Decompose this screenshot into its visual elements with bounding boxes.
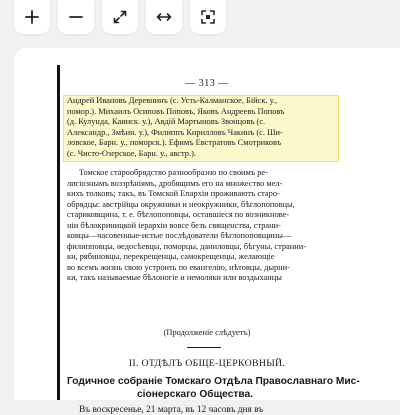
document-viewer[interactable]: [14, 48, 400, 415]
text-line: Томское старообрядство разнообразно по своимъ ре-: [79, 168, 268, 177]
expand-diagonal-icon: [111, 8, 129, 26]
text-line: ки, такъ называемые бѣлоногіе и немоляки или воздыханцы: [67, 273, 282, 282]
scan-button[interactable]: [190, 0, 226, 34]
scanned-page: [57, 65, 360, 415]
text-line: ки, рябиновцы, перекрещенцы, самокрещенцы, желающіе: [67, 252, 275, 261]
text-line: Андрей Ивановъ Деревнинъ (с. Усть-Калманское, Бійск. у.,: [67, 96, 278, 105]
plus-icon: [23, 8, 41, 26]
text-line: (д. Кулунда, Каинск. у.), Авдій Мартыновъ Звонцовъ (с.: [67, 117, 266, 126]
heading-line: Годичное собраніе Томскаго Отдѣла Православнаго Мис-: [67, 376, 360, 387]
heading-line: сіонерскаго Общества.: [137, 388, 253, 400]
text-line: стариковщина, т. е. бѣглопоповцы, оставшіеся по возникнове-: [67, 210, 290, 219]
focus-brackets-icon: [199, 8, 217, 26]
text-line: обрядцы: австрійцы окружники и неокружники, бѣглопоповцы,: [67, 199, 295, 209]
text-line: лигіознымъ воззрѣніямъ, дробящимъ его на множество мел-: [67, 178, 283, 188]
zoom-out-button[interactable]: [58, 0, 94, 34]
text-line: во всемъ жизнь свою устроить по евангелію, нѣтовцы, дырни-: [67, 262, 290, 272]
section-title: II. ОТДѢЛЪ ОБЩЕ-ЦЕРКОВНЫЙ.: [128, 358, 286, 369]
viewer-toolbar: [14, 0, 226, 36]
arrows-horizontal-icon: [155, 8, 173, 26]
article-heading: [67, 376, 360, 401]
text-line: ковцы—часовенные-истые послѣдователи бѣглопоповщины—: [67, 231, 292, 240]
text-line: (с. Чисто-Озерское, Барн. у., австр.).: [67, 148, 196, 158]
page-number: — 313 —: [185, 78, 229, 89]
intro-paragraph: [67, 96, 337, 159]
text-line: ловское, Барн. у., поморск.). Ефимъ Евстратовъ Смотриковъ: [67, 138, 282, 147]
text-line: Александр., Змѣин. у.), Филиппъ Кирилловъ Чакинъ (с. Ши-: [67, 127, 283, 137]
section-divider: [187, 347, 221, 348]
text-line: филипповцы, ѳедосѣевцы, поморцы, даниловцы, бѣгуны, странни-: [67, 241, 307, 251]
minus-icon: [67, 8, 85, 26]
text-line: ніи бѣлокриницкой іерархіи вовсе безъ священства, страни-: [67, 220, 281, 230]
page-margin-rule: [57, 65, 60, 400]
article-first-line: Въ воскресенье, 21 марта, въ 12 часовъ дня въ: [79, 405, 264, 415]
fullscreen-button[interactable]: [102, 0, 138, 34]
zoom-in-button[interactable]: [14, 0, 50, 34]
fit-width-button[interactable]: [146, 0, 182, 34]
text-line: кихъ толковъ; такъ, въ Томской Епархіи проживаютъ старо-: [67, 189, 280, 198]
continuation-note: (Продолженіе слѣдуетъ): [163, 328, 251, 337]
body-paragraph: [67, 168, 337, 284]
text-line: помор.). Михаилъ Осиповъ Поповъ, Яковъ Андреевъ Поповъ: [67, 106, 285, 116]
